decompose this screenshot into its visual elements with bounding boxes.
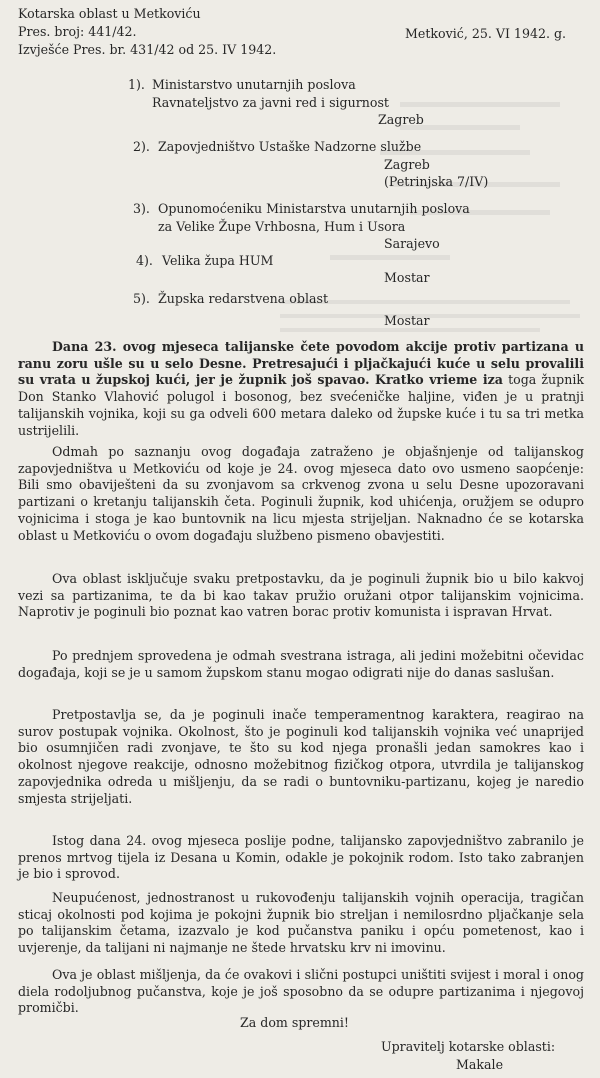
recipient-city: Mostar [384,270,430,285]
recipient-number: 1). [128,77,145,92]
paragraph-1-text: toga župnik Don Stanko Vlahović polugol i bosonog, bez svećeničke haljine, viđen je u pratnji talijanskih vojnika, koji su ga odveli 600 metara daleko od župske kuće i tu sa tri metka ustrijelili. [18,372,584,438]
recipient-name: Ravnateljstvo za javni red i sigurnost [152,95,389,110]
recipient-name: Velika župa HUM [162,253,274,268]
recipient-number: 4). [136,253,153,268]
closing-salute: Za dom spremni! [240,1015,349,1030]
paragraph-7: Neupućenost, jednostranost u rukovođenju talijanskih vojnih operacija, tragičan sticaj okolnosti pod kojima je pokojni župnik bio streljan i nemilosrdno pljačkanje sela po talijanskim četama, izazvalo je kod pučanstva paniku i opću pometenost, kao i uvjerenje, da talijani ni najmanje ne štede hrvatsku krv ni imovinu. [18,890,584,956]
paragraph-6: Istog dana 24. ovog mjeseca poslije podne, talijansko zapovjedništvo zabranilo je prenos mrtvog tijela iz Desana u Komin, odakle je pokojnik rodom. Isto tako zabranjen je bio i sprovod. [18,833,584,882]
recipient-name: Ministarstvo unutarnjih poslova [152,77,356,92]
recipient-city: Sarajevo [384,236,440,251]
report-reference: Izvješće Pres. br. 431/42 od 25. IV 1942. [18,42,277,57]
paragraph-4: Po prednjem sprovedena je odmah svestrana istraga, ali jedini možebitni očevidac događaja, koji se je u samom župskom stanu mogao odigrati nije do danas saslušan. [18,648,584,680]
recipient-city: Mostar [384,313,430,328]
recipient-name: Opunomoćeniku Ministarstva unutarnjih poslova [158,201,470,216]
recipient-address: (Petrinjska 7/IV) [384,174,489,189]
place-date: Metković, 25. VI 1942. g. [405,26,567,41]
recipient-city: Zagreb [378,112,424,127]
recipient-number: 3). [133,201,150,216]
signatory-name: Makale [456,1057,504,1072]
recipient-number: 5). [133,291,150,306]
paragraph-1-bold: Dana 23. ovog mjeseca talijanske čete povodom akcije protiv partizana u ranu zoru ušle su u selo Desne. Pretresajući i pljačkajući kuće u selu provalili su vrata u župskoj kući, jer je župnik još spavao. Kratko vrieme iza [18,339,584,388]
reference-number: Pres. broj: 441/42. [18,24,137,39]
paragraph-1 [18,339,584,439]
paragraph-3: Ova oblast isključuje svaku pretpostavku, da je poginuli župnik bio u bilo kakvoj vezi sa partizanima, te da bi kao takav pružio oružani otpor talijanskim vojnicima. Naprotiv je poginuli bio poznat kao vatren borac protiv komunista i ispravan Hrvat. [18,571,584,620]
recipient-name: Zapovjedništvo Ustaške Nadzorne službe [158,139,422,154]
recipient-name: za Velike Župe Vrhbosna, Hum i Usora [158,219,406,234]
signatory-title: Upravitelj kotarske oblasti: [381,1039,556,1054]
paragraph-8: Ova je oblast mišljenja, da će ovakovi i slični postupci uništiti svijest i moral i onog diela rodoljubnog pučanstva, koje je još sposobno da se odupre partizanima i njegovoj promičbi. [18,967,584,1016]
recipient-number: 2). [133,139,150,154]
office-name: Kotarska oblast u Metkoviću [18,6,201,21]
paragraph-5: Pretpostavlja se, da je poginuli inače temperamentnog karaktera, reagirao na surov postupak vojnika. Okolnost, što je poginuli kod talijanskih vojnika već unaprijed bio osumnjičen radi zvonjave, te što su kod njega pronašli jedan samokres kao i okolnost njegove reakcije, odnosno možebitnog fizičkog otpora, utvrdila je talijanskog zapovjednika odreda u mišljenju, da se radi o buntovniku-partizanu, kojeg je naredio smjesta strijeljati. [18,707,584,806]
recipient-city: Zagreb [384,157,430,172]
paragraph-2: Odmah po saznanju ovog događaja zatraženo je objašnjenje od talijanskog zapovjedništva u Metkoviću od koje je 24. ovog mjeseca dato ovo usmeno saopćenje: Bili smo obaviješteni da su zvonjavom sa crkvenog zvona u selu Desne upozoravani partizani o kretanju talijanskih četa. Poginuli župnik, kod uhićenja, oružjem se odupro vojnicima i stoga je kao buntovnik na licu mjesta strijeljan. Naknadno će se kotarska oblast u Metkoviću o ovom događaju službeno pismeno obavjestiti. [18,444,584,543]
recipient-name: Župska redarstvena oblast [158,291,329,306]
